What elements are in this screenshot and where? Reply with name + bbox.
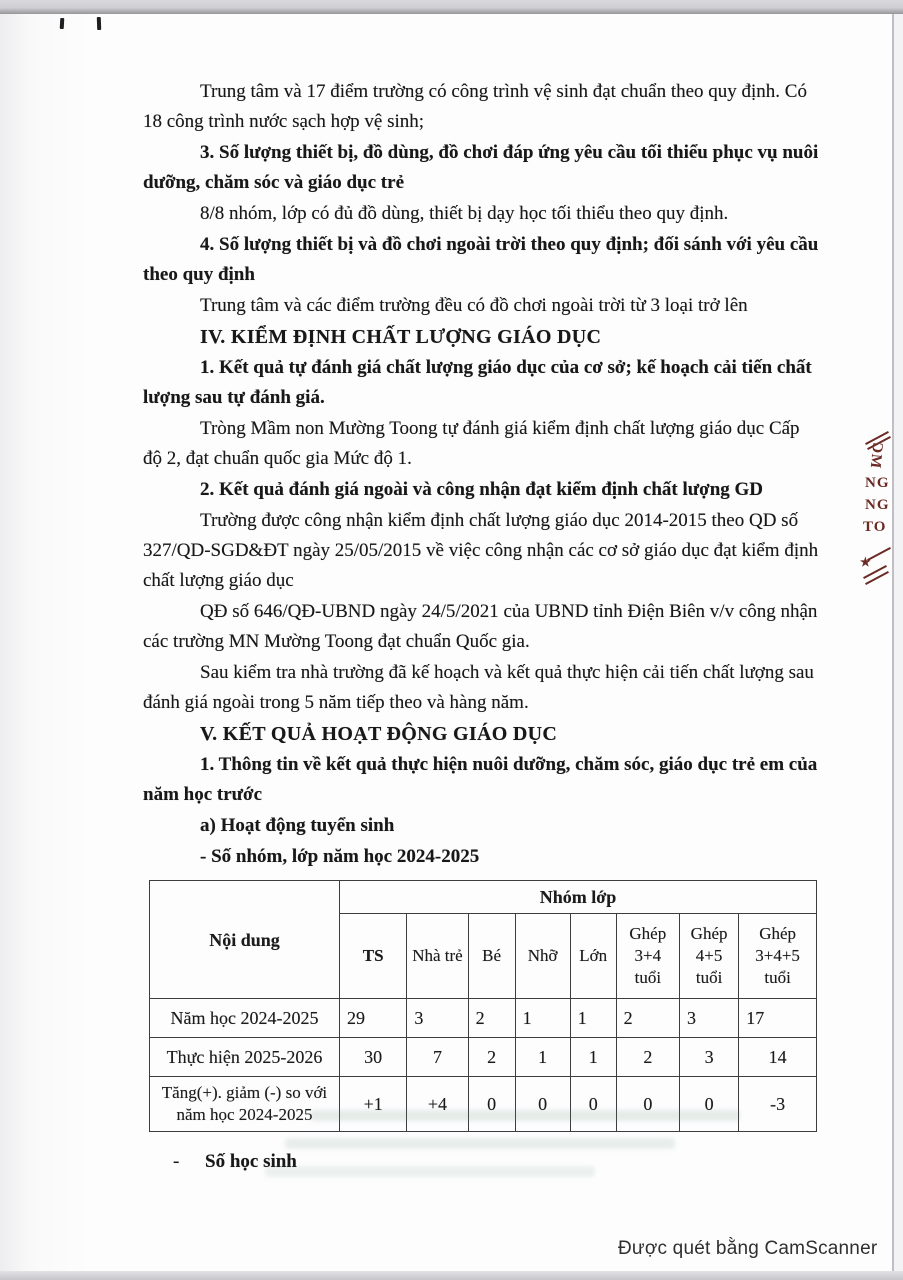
scan-edge-top <box>0 0 903 14</box>
paragraph: Trung tâm và các điểm trường đều có đồ chơi ngoài trời từ 3 loại trở lên <box>200 295 748 316</box>
bleed-through-text <box>265 1166 595 1177</box>
table-column-header: Ghép 3+4 tuổi <box>616 914 679 999</box>
table-cell: +1 <box>339 1077 406 1132</box>
table-corner-header: Nội dung <box>150 881 340 999</box>
bleed-through-text <box>285 1138 675 1149</box>
table-column-header: Ghép 4+5 tuổi <box>679 914 738 999</box>
table-row <box>150 999 817 1038</box>
table-cell: 0 <box>679 1077 738 1132</box>
table-cell: 2 <box>468 999 515 1038</box>
table-row <box>150 1077 817 1132</box>
paragraph: 8/8 nhóm, lớp có đủ đồ dùng, thiết bị dạy học tối thiểu theo quy định. <box>200 203 729 224</box>
table-cell: 30 <box>339 1038 406 1077</box>
paragraph: Trường được công nhận kiểm định chất lượng giáo dục 2014-2015 theo QD số 327/QD-SGD&ĐT ngày 25/05/2015 về việc công nhận các cơ sở giáo dục đạt kiểm định chất lượng giáo dục <box>143 510 819 591</box>
table-cell: 29 <box>339 999 406 1038</box>
table-cell: 2 <box>616 999 679 1038</box>
table-cell: +4 <box>407 1077 468 1132</box>
scan-edge-bottom <box>0 1271 903 1280</box>
paragraph: 1. Kết quả tự đánh giá chất lượng giáo dục của cơ sở; kế hoạch cải tiến chất lượng sau tự đánh giá. <box>143 357 812 408</box>
table-column-header: Nhỡ <box>515 914 570 999</box>
table-column-header: Bé <box>468 914 515 999</box>
paragraph-block <box>143 77 822 872</box>
paragraph: Sau kiểm tra nhà trường đã kế hoạch và kết quả thực hiện cải tiến chất lượng sau đánh giá ngoài trong 5 năm tiếp theo và hàng năm. <box>143 662 814 713</box>
table-cell: 0 <box>570 1077 616 1132</box>
paragraph: QĐ số 646/QĐ-UBND ngày 24/5/2021 của UBND tỉnh Điện Biên v/v công nhận các trường MN Mường Toong đạt chuẩn Quốc gia. <box>143 601 818 652</box>
paragraph: 2. Kết quả đánh giá ngoài và công nhận đạt kiểm định chất lượng GD <box>200 479 764 500</box>
stamp-fragment: ƆM <box>866 441 886 470</box>
section-heading: V. KẾT QUẢ HOẠT ĐỘNG GIÁO DỤC <box>200 723 558 745</box>
table-column-header: TS <box>339 914 406 999</box>
staple-mark <box>60 18 65 29</box>
table-column-header: Nhà trẻ <box>407 914 468 999</box>
table-column-header: Lớn <box>570 914 616 999</box>
stamp-fragment: NG <box>865 475 890 491</box>
table-cell: 2 <box>616 1038 679 1077</box>
table-row-label: Thực hiện 2025-2026 <box>150 1038 340 1077</box>
paragraph: a) Hoạt động tuyển sinh <box>200 815 395 836</box>
table-cell: 17 <box>739 999 817 1038</box>
paragraph: 4. Số lượng thiết bị và đồ chơi ngoài trời theo quy định; đối sánh với yêu cầu theo quy định <box>143 234 819 285</box>
dash-bullet: - <box>173 1151 180 1172</box>
table-cell: 1 <box>515 999 570 1038</box>
enrollment-table <box>149 880 817 1132</box>
table-cell: 7 <box>407 1038 468 1077</box>
stamp-fragment: NG <box>865 497 890 513</box>
paragraph: Trung tâm và 17 điểm trường có công trình vệ sinh đạt chuẩn theo quy định. Có 18 công trình nước sạch hợp vệ sinh; <box>143 81 807 132</box>
stamp-fragment: TO <box>863 519 887 535</box>
paragraph: 1. Thông tin về kết quả thực hiện nuôi dưỡng, chăm sóc, giáo dục trẻ em của năm học trước <box>143 754 818 805</box>
star-icon: ★ <box>860 555 871 569</box>
table-cell: 2 <box>468 1038 515 1077</box>
table-group-header: Nhóm lớp <box>339 881 816 914</box>
list-item-label: Số học sinh <box>205 1151 297 1172</box>
camscanner-watermark: Được quét bằng CamScanner <box>618 1238 878 1259</box>
table-cell: 0 <box>468 1077 515 1132</box>
table-cell: 1 <box>570 999 616 1038</box>
table-column-header: Ghép 3+4+5 tuổi <box>739 914 817 999</box>
paragraph: - Số nhóm, lớp năm học 2024-2025 <box>200 846 480 867</box>
section-heading: IV. KIỂM ĐỊNH CHẤT LƯỢNG GIÁO DỤC <box>200 326 602 348</box>
table-cell: 1 <box>515 1038 570 1077</box>
document-page <box>0 14 892 1271</box>
table-row <box>150 1038 817 1077</box>
paragraph: 3. Số lượng thiết bị, đồ dùng, đồ chơi đáp ứng yêu cầu tối thiểu phục vụ nuôi dưỡng, chăm sóc và giáo dục trẻ <box>143 142 819 193</box>
table-row-label: Tăng(+). giảm (-) so với năm học 2024-2025 <box>150 1077 340 1132</box>
bleed-through-text <box>310 1110 740 1121</box>
table-cell: 14 <box>739 1038 817 1077</box>
table-row-label: Năm học 2024-2025 <box>150 999 340 1038</box>
staple-mark <box>97 17 101 30</box>
table-cell: 1 <box>570 1038 616 1077</box>
adjacent-page-stamp <box>856 429 892 599</box>
table-cell: 0 <box>616 1077 679 1132</box>
scan-edge-right <box>892 14 903 1271</box>
table-cell: -3 <box>739 1077 817 1132</box>
table-cell: 3 <box>679 1038 738 1077</box>
table-cell: 3 <box>407 999 468 1038</box>
document-content <box>143 77 822 1177</box>
paragraph: Tròng Mầm non Mường Toong tự đánh giá kiểm định chất lượng giáo dục Cấp độ 2, đạt chuẩn quốc gia Mức độ 1. <box>143 418 800 469</box>
table-cell: 3 <box>679 999 738 1038</box>
table-cell: 0 <box>515 1077 570 1132</box>
